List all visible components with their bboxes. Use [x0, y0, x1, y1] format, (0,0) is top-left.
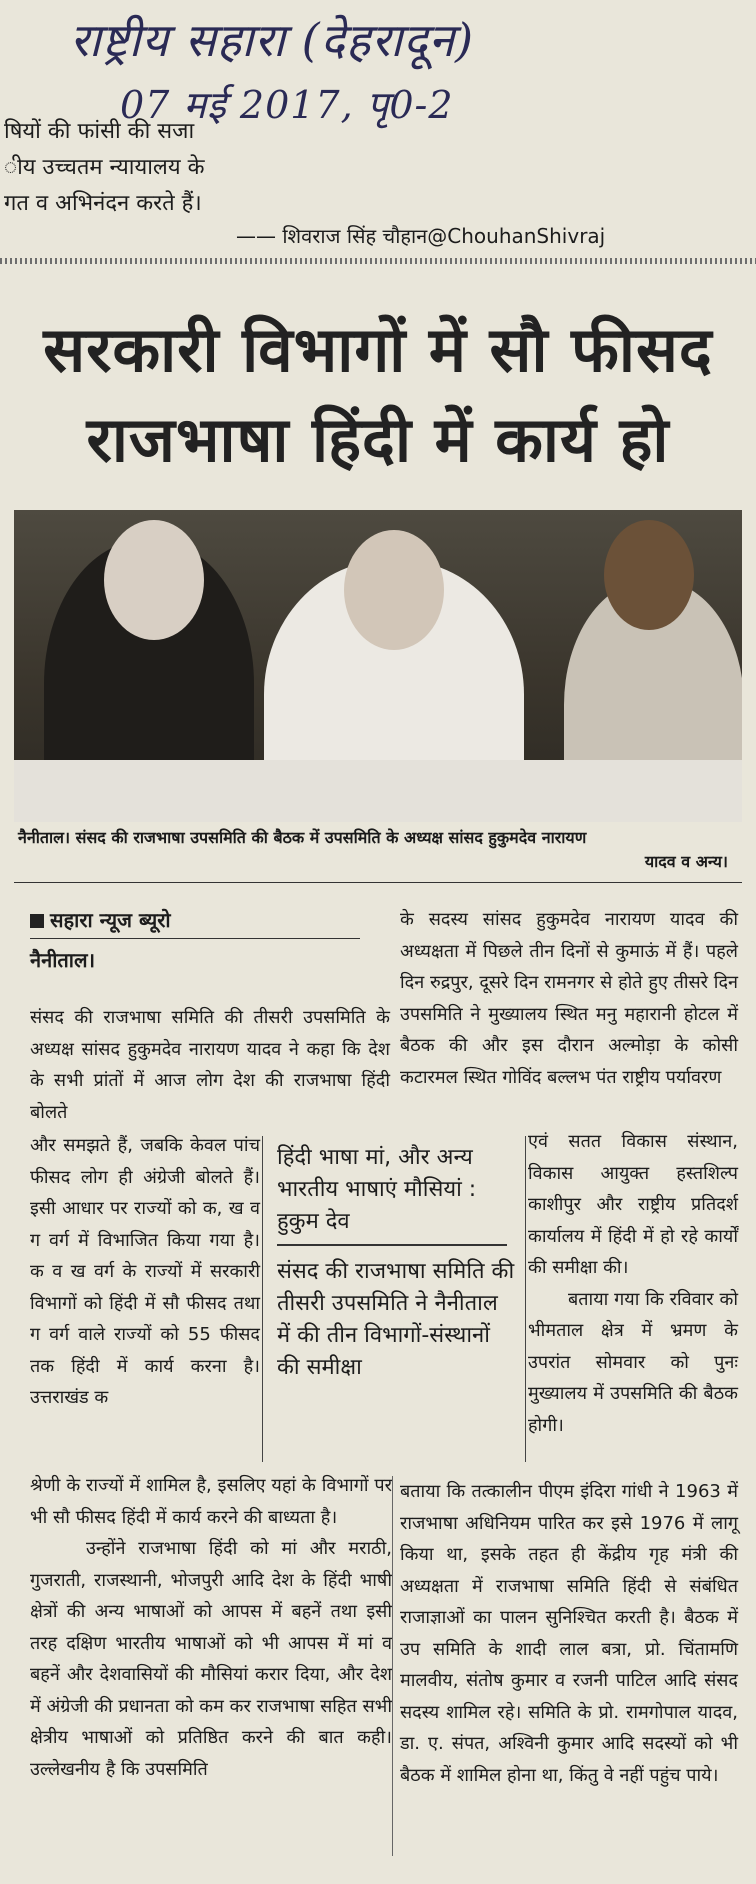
caption-line-1: नैनीताल। संसद की राजभाषा उपसमिति की बैठक में उपसमिति के अध्यक्ष सांसद हुकुमदेव नारायण	[18, 828, 587, 847]
quote-attribution: —— शिवराज सिंह चौहान@ChouhanShivraj	[236, 224, 606, 248]
byline-place: नैनीताल।	[30, 948, 96, 972]
handwritten-date: 07 मई 2017, पृ0-2	[120, 83, 454, 127]
article-col1-narrow: और समझते हैं, जबकि केवल पांच फीसद लोग ही अंग्रेजी बोलते हैं। इसी आधार पर राज्यों को क, ख व ग वर्ग में विभाजित किया गया है। क व ख वर्ग के राज्यों में सरकारी विभागों को हिंदी में सौ फीसद तथा ग वर्ग वाले राज्यों को 55 फीसद तक हिंदी में कार्य करना है। उत्तराखंड क	[30, 1135, 260, 1408]
article-col2-bottom: बताया कि तत्कालीन पीएम इंदिरा गांधी ने 1963 में राजभाषा अधिनियम पारित कर इसे 1976 में लागू किया था, इसके तहत ही केंद्रीय गृह मंत्री की अध्यक्षता में राजभाषा समिति हिंदी से संबंधित राजाज्ञाओं का पालन सुनिश्चित करती है। बैठक में उप समिति के शादी लाल बत्रा, प्रो. चिंतामणि मालवीय, संतोष कुमार व रजनी पाटिल आदि संसद सदस्य शामिल रहे। समिति के प्रो. रामगोपाल यादव, डा. ए. संपत, अश्विनी कुमार आदि सदस्यों को भी बैठक में शामिल होना था, किंतु वे नहीं पहुंच पाये।	[400, 1481, 738, 1786]
handwritten-source: राष्ट्रीय सहारा (देहरादून)	[70, 13, 475, 67]
pull-quote-box	[262, 1136, 526, 1462]
byline-divider	[30, 938, 360, 939]
dotted-divider	[0, 258, 756, 264]
photo-caption	[18, 826, 738, 874]
news-photo	[14, 510, 742, 822]
headline-line-1: सरकारी विभागों में सौ फीसद	[43, 313, 713, 386]
person-left-head	[104, 520, 204, 640]
caption-line-2: यादव व अन्य।	[644, 852, 728, 871]
pull-quote-top: हिंदी भाषा मां, और अन्य भारतीय भाषाएं मौसियां : हुकुम देव	[277, 1145, 477, 1234]
headline-line-2: राजभाषा हिंदी में कार्य हो	[86, 403, 670, 476]
column-divider	[392, 1476, 393, 1856]
byline-agency: सहारा न्यूज ब्यूरो	[30, 906, 171, 933]
pull-quote-divider	[277, 1244, 507, 1246]
quote-line-3: गत व अभिनंदन करते हैं।	[4, 191, 202, 216]
article-col2-top: के सदस्य सांसद हुकुमदेव नारायण यादव की अध्यक्षता में पिछले तीन दिनों से कुमाऊं में हैं। पहले दिन रुद्रपुर, दूसरे दिन रामनगर से होते हुए तीसरे दिन उपसमिति ने मुख्यालय स्थित मनु महारानी होटल में बैठक की और इस दौरान अल्मोड़ा के कोसी कटारमल स्थित गोविंद बल्लभ पंत राष्ट्रीय पर्यावरण	[400, 909, 738, 1088]
quote-line-1: षियों की फांसी की सजा	[4, 119, 195, 144]
article-col1-bottom: श्रेणी के राज्यों में शामिल है, इसलिए यहां के विभागों पर भी सौ फीसद हिंदी में कार्य करने की बाध्यता है। उन्होंने राजभाषा हिंदी को मां और मराठी, गुजराती, राजस्थानी, भोजपुरी आदि देश के हिंदी भाषी क्षेत्रों की अन्य भाषाओं को आपस में बहनें तथा इसी तरह दक्षिण भारतीय भाषाओं को भी आपस में मां व बहनें और देशवासियों की मौसियां करार दिया, और देश में अंग्रेजी की प्रधानता को कम कर राजभाषा सहित सभी क्षेत्रीय भाषाओं को प्रतिष्ठित करने की बात कही। उल्लेखनीय है कि उपसमिति	[30, 1475, 392, 1780]
person-center-head	[344, 530, 444, 650]
table-surface	[14, 760, 742, 822]
person-right-head	[604, 520, 694, 630]
quote-line-2: ीय उच्चतम न्यायालय के	[4, 155, 205, 180]
pull-quote-bottom: संसद की राजभाषा समिति की तीसरी उपसमिति ने नैनीताल में की तीन विभागों-संस्थानों की समीक्षा	[277, 1259, 515, 1380]
article-col1-intro: संसद की राजभाषा समिति की तीसरी उपसमिति के अध्यक्ष सांसद हुकुमदेव नारायण यादव ने कहा कि देश के सभी प्रांतों में आज लोग देश की राजभाषा हिंदी बोलते	[30, 1007, 390, 1123]
caption-divider	[14, 882, 742, 883]
article-col2-narrow: एवं सतत विकास संस्थान, विकास आयुक्त हस्तशिल्प काशीपुर और राष्ट्रीय प्रतिदर्श कार्यालय में हिंदी में हो रहे कार्यों की समीक्षा की। बताया गया कि रविवार को भीमताल क्षेत्र में भ्रमण के उपरांत सोमवार को पुनः मुख्यालय में उपसमिति की बैठक होगी।	[528, 1131, 738, 1436]
